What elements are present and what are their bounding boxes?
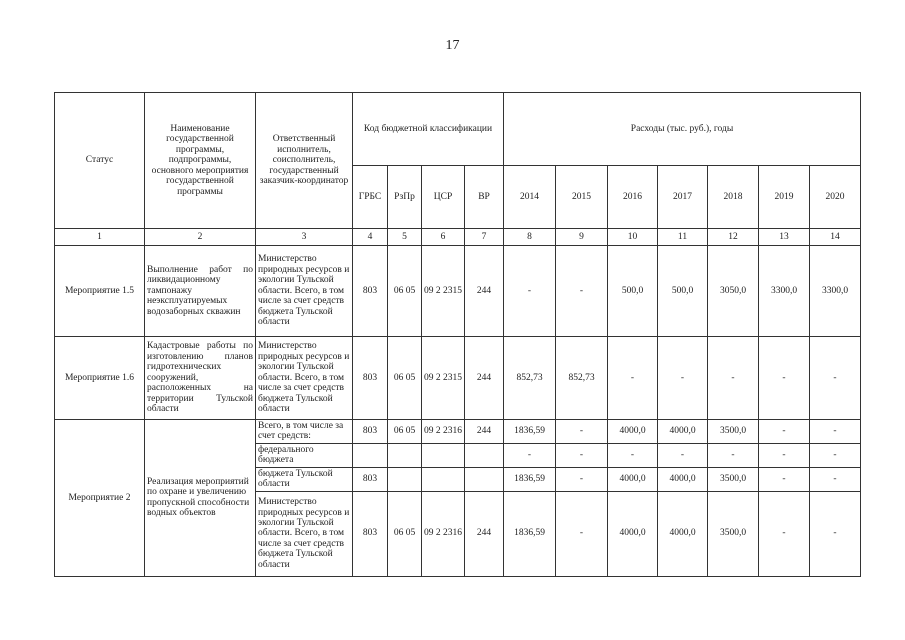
column-number: 3: [256, 229, 353, 246]
row-value-2019: -: [759, 443, 810, 467]
column-number: 10: [608, 229, 658, 246]
row-responsible: федерального бюджета: [256, 443, 353, 467]
row-value-2015: -: [556, 420, 608, 444]
header-grbs: ГРБС: [353, 166, 388, 229]
row-grbs: 803: [353, 246, 388, 337]
column-number: 14: [810, 229, 861, 246]
header-year-2015: 2015: [556, 166, 608, 229]
row-grbs: 803: [353, 337, 388, 420]
header-year-2014: 2014: [504, 166, 556, 229]
row-value-2019: 3300,0: [759, 246, 810, 337]
row-value-2016: -: [608, 443, 658, 467]
row-value-2017: 4000,0: [658, 467, 708, 491]
column-number: 9: [556, 229, 608, 246]
row-rzpr: 06 05: [388, 420, 422, 444]
row-value-2020: -: [810, 491, 861, 576]
row-rzpr: [388, 443, 422, 467]
column-number: 12: [708, 229, 759, 246]
row-value-2014: -: [504, 246, 556, 337]
page-number: 17: [445, 38, 460, 53]
header-name: Наименование государственной программы, подпрограммы, основного мероприятия государственной программы: [145, 93, 256, 229]
row-value-2015: 852,73: [556, 337, 608, 420]
row-value-2014: -: [504, 443, 556, 467]
row-value-2018: 3500,0: [708, 467, 759, 491]
row-value-2016: 4000,0: [608, 420, 658, 444]
row-value-2017: 500,0: [658, 246, 708, 337]
row-value-2018: 3500,0: [708, 420, 759, 444]
row-rzpr: 06 05: [388, 246, 422, 337]
table-row: [55, 337, 861, 420]
row-name: Кадастровые работы по изготовлению планов гидротехнических сооружений, расположенных на территории Тульской области: [145, 337, 256, 420]
row-name: Реализация мероприятий по охране и увеличению пропускной способности водных объектов: [145, 420, 256, 577]
header-row-1: [55, 93, 861, 166]
row-value-2020: 3300,0: [810, 246, 861, 337]
row-grbs: 803: [353, 420, 388, 444]
table-row: [55, 420, 861, 444]
header-year-2020: 2020: [810, 166, 861, 229]
row-value-2016: 4000,0: [608, 491, 658, 576]
row-value-2017: -: [658, 337, 708, 420]
row-value-2020: -: [810, 337, 861, 420]
row-value-2015: -: [556, 443, 608, 467]
row-value-2015: -: [556, 467, 608, 491]
row-value-2018: -: [708, 443, 759, 467]
row-vr: [465, 443, 504, 467]
row-value-2019: -: [759, 337, 810, 420]
row-vr: 244: [465, 337, 504, 420]
header-vr: ВР: [465, 166, 504, 229]
header-rzpr: РзПр: [388, 166, 422, 229]
row-value-2019: -: [759, 467, 810, 491]
row-value-2016: -: [608, 337, 658, 420]
budget-table: [54, 92, 861, 577]
row-csr: [422, 467, 465, 491]
column-number: 11: [658, 229, 708, 246]
row-value-2020: -: [810, 443, 861, 467]
header-year-2018: 2018: [708, 166, 759, 229]
row-vr: 244: [465, 491, 504, 576]
row-value-2018: 3500,0: [708, 491, 759, 576]
row-value-2018: -: [708, 337, 759, 420]
column-number: 1: [55, 229, 145, 246]
row-value-2014: 852,73: [504, 337, 556, 420]
row-csr: 09 2 2316: [422, 491, 465, 576]
column-number: 7: [465, 229, 504, 246]
row-value-2014: 1836,59: [504, 420, 556, 444]
row-rzpr: 06 05: [388, 491, 422, 576]
row-value-2018: 3050,0: [708, 246, 759, 337]
row-responsible: Министерство природных ресурсов и экологии Тульской области. Всего, в том числе за счет средств бюджета Тульской области: [256, 246, 353, 337]
row-value-2017: 4000,0: [658, 491, 708, 576]
row-responsible: Всего, в том числе за счет средств:: [256, 420, 353, 444]
row-value-2016: 4000,0: [608, 467, 658, 491]
row-responsible: Министерство природных ресурсов и экологии Тульской области. Всего, в том числе за счет средств бюджета Тульской области: [256, 337, 353, 420]
column-number: 2: [145, 229, 256, 246]
row-rzpr: 06 05: [388, 337, 422, 420]
column-number: 5: [388, 229, 422, 246]
column-number: 8: [504, 229, 556, 246]
header-budget-classification: Код бюджетной классификации: [353, 93, 504, 166]
row-value-2019: -: [759, 420, 810, 444]
row-value-2014: 1836,59: [504, 467, 556, 491]
row-status: Мероприятие 1.5: [55, 246, 145, 337]
row-grbs: 803: [353, 467, 388, 491]
row-value-2020: -: [810, 467, 861, 491]
row-name: Выполнение работ по ликвидационному тампонажу неэксплуатируемых водозаборных скважин: [145, 246, 256, 337]
row-value-2015: -: [556, 246, 608, 337]
row-responsible: Министерство природных ресурсов и экологии Тульской области. Всего, в том числе за счет средств бюджета Тульской области: [256, 491, 353, 576]
row-value-2015: -: [556, 491, 608, 576]
row-value-2017: -: [658, 443, 708, 467]
row-status: Мероприятие 1.6: [55, 337, 145, 420]
header-status: Статус: [55, 93, 145, 229]
row-rzpr: [388, 467, 422, 491]
row-csr: 09 2 2315: [422, 246, 465, 337]
row-grbs: [353, 443, 388, 467]
row-grbs: 803: [353, 491, 388, 576]
row-value-2019: -: [759, 491, 810, 576]
column-number: 13: [759, 229, 810, 246]
row-status: Мероприятие 2: [55, 420, 145, 577]
column-number: 6: [422, 229, 465, 246]
row-value-2014: 1836,59: [504, 491, 556, 576]
header-expenses: Расходы (тыс. руб.), годы: [504, 93, 861, 166]
table-row: [55, 246, 861, 337]
row-responsible: бюджета Тульской области: [256, 467, 353, 491]
row-vr: 244: [465, 420, 504, 444]
row-vr: [465, 467, 504, 491]
header-year-2016: 2016: [608, 166, 658, 229]
header-year-2017: 2017: [658, 166, 708, 229]
header-year-2019: 2019: [759, 166, 810, 229]
row-csr: 09 2 2315: [422, 337, 465, 420]
column-numbers-row: [55, 229, 861, 246]
row-value-2017: 4000,0: [658, 420, 708, 444]
header-csr: ЦСР: [422, 166, 465, 229]
row-csr: 09 2 2316: [422, 420, 465, 444]
row-csr: [422, 443, 465, 467]
header-responsible: Ответственный исполнитель, соисполнитель, государственный заказчик-координатор: [256, 93, 353, 229]
row-vr: 244: [465, 246, 504, 337]
row-value-2020: -: [810, 420, 861, 444]
row-value-2016: 500,0: [608, 246, 658, 337]
column-number: 4: [353, 229, 388, 246]
